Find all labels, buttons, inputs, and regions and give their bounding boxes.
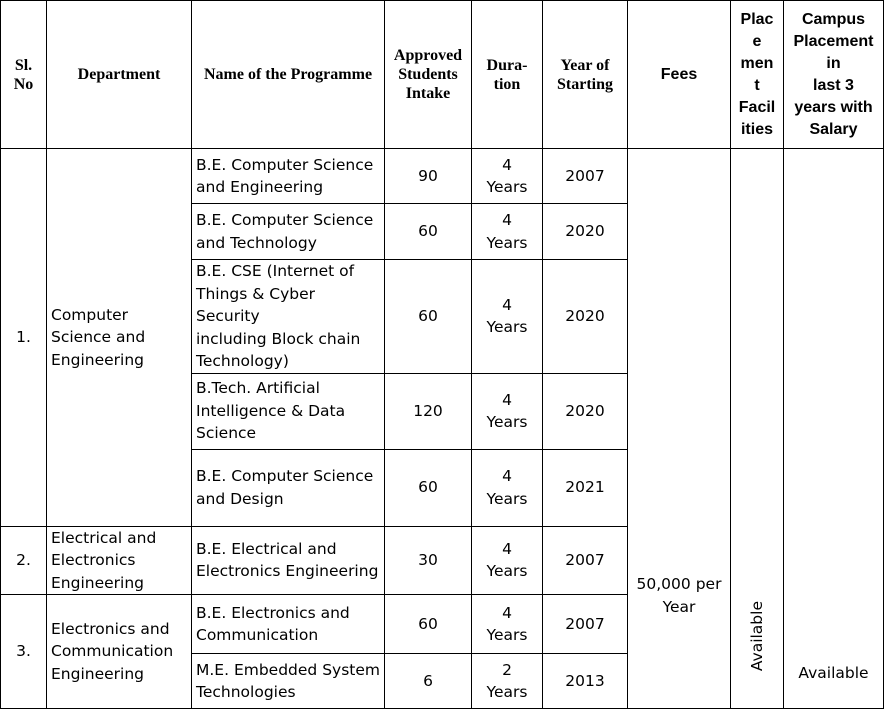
department-cell: Computer Science and Engineering bbox=[47, 149, 192, 527]
header-placement: Plac e men t Facil ities bbox=[731, 1, 784, 149]
intake-cell: 120 bbox=[385, 373, 472, 449]
header-sl-no: Sl. No bbox=[1, 1, 47, 149]
intake-cell: 60 bbox=[385, 449, 472, 526]
header-campus: Campus Placement in last 3 years with Salary bbox=[784, 1, 884, 149]
duration-cell: 4 Years bbox=[472, 449, 543, 526]
intake-cell: 60 bbox=[385, 260, 472, 374]
programme-cell: B.Tech. Artificial Intelligence & Data Science bbox=[192, 373, 385, 449]
duration-cell: 4 Years bbox=[472, 260, 543, 374]
duration-cell: 4 Years bbox=[472, 526, 543, 595]
header-duration: Dura- tion bbox=[472, 1, 543, 149]
campus-placement-cell: Available bbox=[784, 149, 884, 709]
programme-cell: M.E. Embedded System Technologies bbox=[192, 654, 385, 709]
programme-cell: B.E. CSE (Internet of Things & Cyber Security including Block chain Technology) bbox=[192, 260, 385, 374]
programme-cell: B.E. Computer Science and Design bbox=[192, 449, 385, 526]
header-intake: Approved Students Intake bbox=[385, 1, 472, 149]
year-cell: 2013 bbox=[543, 654, 628, 709]
department-cell: Electronics and Communication Engineering bbox=[47, 595, 192, 709]
duration-cell: 4 Years bbox=[472, 204, 543, 260]
year-cell: 2020 bbox=[543, 373, 628, 449]
sl-no-cell: 1. bbox=[1, 149, 47, 527]
programme-cell: B.E. Computer Science and Technology bbox=[192, 204, 385, 260]
header-department: Department bbox=[47, 1, 192, 149]
header-programme: Name of the Programme bbox=[192, 1, 385, 149]
duration-cell: 4 Years bbox=[472, 149, 543, 204]
intake-cell: 60 bbox=[385, 595, 472, 654]
intake-cell: 60 bbox=[385, 204, 472, 260]
programme-cell: B.E. Computer Science and Engineering bbox=[192, 149, 385, 204]
intake-cell: 90 bbox=[385, 149, 472, 204]
year-cell: 2007 bbox=[543, 149, 628, 204]
duration-cell: 4 Years bbox=[472, 373, 543, 449]
header-row bbox=[1, 1, 884, 149]
header-year: Year of Starting bbox=[543, 1, 628, 149]
sl-no-cell: 2. bbox=[1, 526, 47, 595]
duration-cell: 4 Years bbox=[472, 595, 543, 654]
placement-facilities-cell: Available bbox=[731, 149, 784, 709]
year-cell: 2007 bbox=[543, 595, 628, 654]
intake-cell: 6 bbox=[385, 654, 472, 709]
year-cell: 2021 bbox=[543, 449, 628, 526]
duration-cell: 2 Years bbox=[472, 654, 543, 709]
programme-cell: B.E. Electronics and Communication bbox=[192, 595, 385, 654]
programme-cell: B.E. Electrical and Electronics Engineering bbox=[192, 526, 385, 595]
department-cell: Electrical and Electronics Engineering bbox=[47, 526, 192, 595]
table-row bbox=[1, 149, 884, 204]
year-cell: 2007 bbox=[543, 526, 628, 595]
year-cell: 2020 bbox=[543, 204, 628, 260]
year-cell: 2020 bbox=[543, 260, 628, 374]
header-fees: Fees bbox=[628, 1, 731, 149]
sl-no-cell: 3. bbox=[1, 595, 47, 709]
intake-cell: 30 bbox=[385, 526, 472, 595]
fees-cell: 50,000 per Year bbox=[628, 149, 731, 709]
